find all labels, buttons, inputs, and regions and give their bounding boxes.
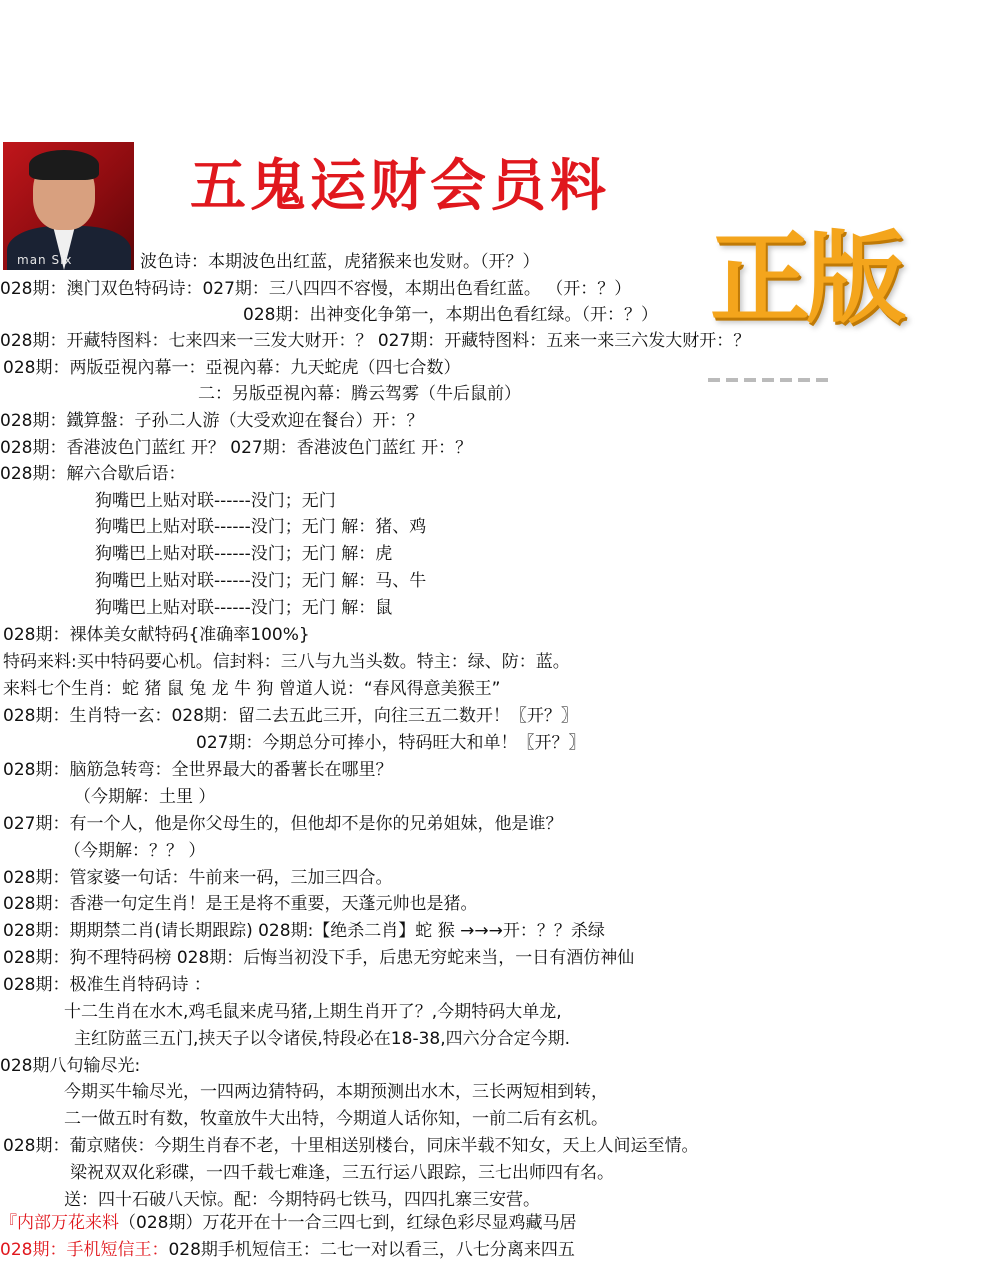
text-line: 028期：狗不理特码榜 028期：后悔当初没下手，后患无穷蛇来当，一日有酒仿神仙 bbox=[3, 948, 635, 968]
text-line: 二：另版亞視內幕：腾云驾雾（牛后鼠前） bbox=[198, 384, 521, 404]
page-title: 五鬼运财会员料 bbox=[190, 153, 610, 219]
text-line: 来料七个生肖：蛇 猪 鼠 兔 龙 牛 狗 曾道人说：“春风得意美猴王” bbox=[3, 679, 501, 699]
text-line: 028期：香港波色门蓝红 开？ 027期：香港波色门蓝红 开：？ bbox=[0, 438, 473, 458]
text-line: 狗嘴巴上贴对联------没门；无门 解：马、牛 bbox=[95, 571, 427, 591]
text-line: 028期：极准生肖特码诗 ： bbox=[3, 975, 211, 995]
authentic-stamp: 正版 bbox=[710, 219, 902, 337]
text-line: 028期：出神变化争第一，本期出色看红绿。（开：？） bbox=[243, 305, 658, 325]
text-line: 狗嘴巴上贴对联------没门；无门 bbox=[95, 491, 336, 511]
text-line: 梁祝双双化彩碟，一四千载七难逢，三五行运八跟踪，三七出师四有名。 bbox=[70, 1163, 614, 1183]
text-line: 028期：澳门双色特码诗：027期：三八四四不容慢，本期出色看红蓝。 （开：？） bbox=[0, 279, 632, 299]
text-line: 狗嘴巴上贴对联------没门；无门 解：猪、鸡 bbox=[95, 517, 427, 537]
footer-line-2-text: 028期手机短信王：二七一对以看三，八七分离来四五 bbox=[168, 1240, 575, 1260]
text-line: 028期：期期禁二肖(请长期跟踪) 028期:【绝杀二肖】蛇 猴 →→→开：？？杀绿 bbox=[3, 921, 605, 941]
footer-line-1 bbox=[0, 1212, 576, 1236]
footer-line-2-highlight: 028期：手机短信王： bbox=[0, 1240, 169, 1260]
text-line: 028期：开藏特图料：七来四来一三发大财开：？ 027期：开藏特图料：五来一来三六发大财开：？ bbox=[0, 331, 751, 351]
footer-line-2 bbox=[0, 1239, 575, 1263]
text-line: 028期：葡京赌侠：今期生肖春不老，十里相送别楼台，同床半载不知女，天上人间运至情。 bbox=[3, 1136, 699, 1156]
text-line: 狗嘴巴上贴对联------没门；无门 解：鼠 bbox=[95, 598, 393, 618]
footer-line-1-text: （028期）万花开在十一合三四七到，红绿色彩尽显鸡藏马居 bbox=[119, 1213, 577, 1233]
text-line: 主红防蓝三五门,挟天子以令诸侯,特段必在18-38,四六分合定今期. bbox=[74, 1029, 571, 1049]
text-line: （今期解：？？ ） bbox=[64, 841, 206, 861]
text-line: 028期：裸体美女献特码{准确率100%} bbox=[3, 625, 310, 645]
text-line: 十二生肖在水木,鸡毛鼠来虎马猪,上期生肖开了？,今期特码大单龙, bbox=[64, 1002, 562, 1022]
text-line: 波色诗：本期波色出红蓝，虎猪猴来也发财。（开？） bbox=[140, 252, 540, 272]
text-line: 027期：有一个人，他是你父母生的，但他却不是你的兄弟姐妹，他是谁？ bbox=[3, 814, 563, 834]
text-line: 027期：今期总分可捧小，特码旺大和单！〖开？〗 bbox=[196, 733, 586, 753]
text-line: 028期：生肖特一玄：028期：留二去五此三开，向往三五二数开！〖开？〗 bbox=[3, 706, 578, 726]
text-line: 今期买牛输尽光，一四两边猜特码，本期预测出水木，三长两短相到转， bbox=[64, 1082, 608, 1102]
text-line: 028期：两版亞視內幕一：亞視內幕：九天蛇虎（四七合数） bbox=[3, 358, 461, 378]
text-line: 特码来料:买中特码要心机。信封料：三八与九当头数。特主：绿、防：蓝。 bbox=[3, 652, 570, 672]
text-line: 二一做五时有数，牧童放牛大出特，今期道人话你知，一前二后有玄机。 bbox=[64, 1109, 608, 1129]
text-line: 028期：管家婆一句话：牛前来一码，三加三四合。 bbox=[3, 868, 393, 888]
text-line: 028期：鐵算盤：子孙二人游（大受欢迎在餐台）开：？ bbox=[0, 411, 424, 431]
text-line: 028期：脑筋急转弯：全世界最大的番薯长在哪里？ bbox=[3, 760, 393, 780]
footer-line-1-highlight: 『内部万花来料 bbox=[0, 1213, 119, 1233]
text-line: 028期八句输尽光: bbox=[0, 1056, 141, 1076]
text-line: 028期：解六合歇后语： bbox=[0, 464, 186, 484]
text-line: 028期：香港一句定生肖！是王是将不重要，天蓬元帅也是猪。 bbox=[3, 894, 478, 914]
text-line: 送：四十石破八天惊。配：今期特码七铁马，四四扎寨三安营。 bbox=[64, 1190, 540, 1210]
text-line: 狗嘴巴上贴对联------没门；无门 解：虎 bbox=[95, 544, 393, 564]
photo-caption: man Six bbox=[17, 253, 73, 267]
text-line: （今期解：土里 ） bbox=[74, 787, 216, 807]
